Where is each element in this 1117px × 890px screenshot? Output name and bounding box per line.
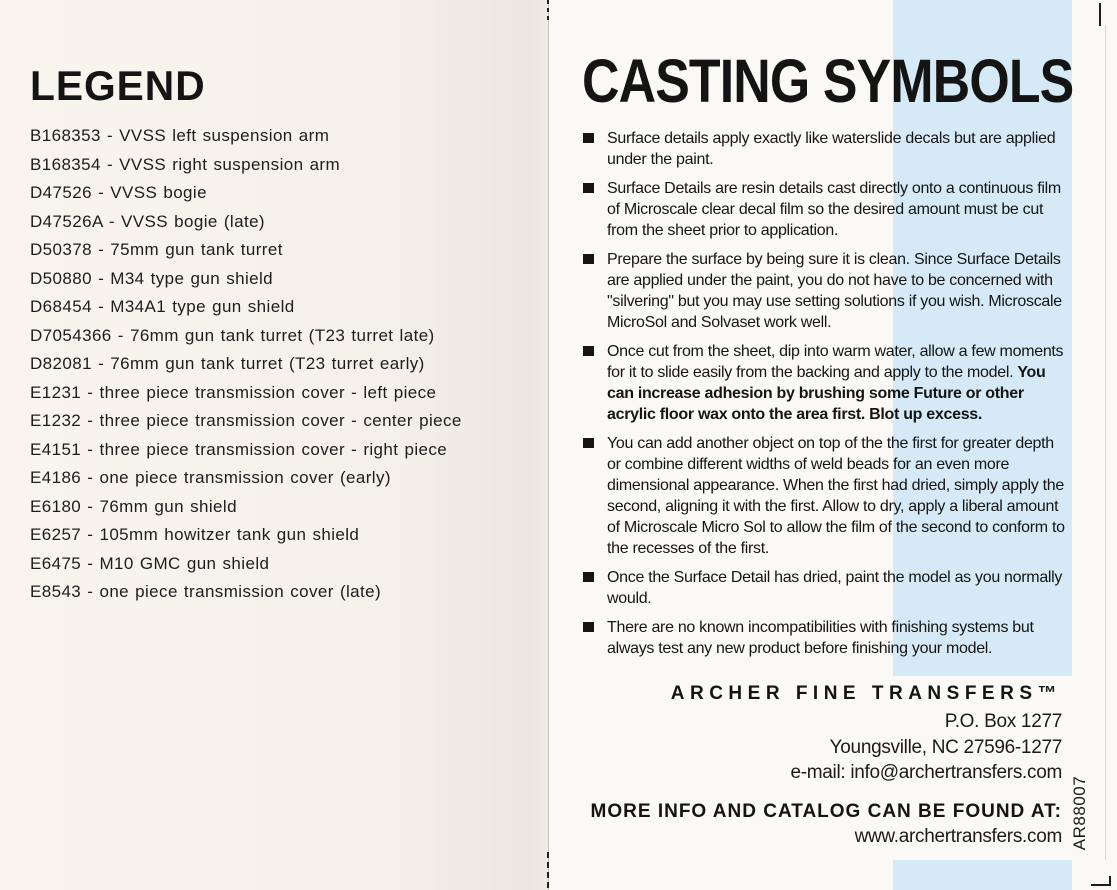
square-bullet-icon [583, 183, 594, 193]
square-bullet-icon [583, 346, 594, 356]
instruction-item [583, 617, 1070, 659]
legend-entry: E1231 - three piece transmission cover - left piece [30, 382, 437, 402]
instruction-text: There are no known incompatibilities with finishing systems but always test any new product before finishing your model. [607, 619, 1034, 657]
legend-entry: D68454 - M34A1 type gun shield [30, 297, 295, 316]
product-code-vertical: AR88007 [1070, 775, 1089, 851]
instruction-text: You can add another object on top of the the first for greater depth or combine different widths of weld beads for an even more dimensional appearance. When the first had dried, simply apply the second, aligning it with the first. Allow to dry, apply a liberal amount of Microscale Micro Sol to allow the film of the second to conform to the recesses of the first. [607, 435, 1065, 557]
legend-entry: E6257 - 105mm howitzer tank gun shield [30, 525, 360, 544]
footer-block [591, 801, 1062, 848]
legend-list [30, 122, 530, 607]
company-email: e-mail: info@archertransfers.com [790, 762, 1062, 783]
instruction-text: Prepare the surface by being sure it is clean. Since Surface Details are applied under the paint, you do not have to be concerned with "silvering" but you may use setting solutions if you wish. Microscale MicroSol and Solvaset work well. [607, 251, 1062, 331]
instruction-text: Surface Details are resin details cast directly onto a continuous film of Microscale clear decal film so the desired amount must be cut from the sheet prior to application. [607, 180, 1061, 239]
registration-mark-top [1099, 3, 1101, 26]
instruction-item [583, 341, 1070, 425]
square-bullet-icon [583, 572, 594, 582]
legend-entry: D47526 - VVSS bogie [30, 183, 207, 202]
legend-entry: B168354 - VVSS right suspension arm [30, 154, 341, 174]
corner-mark-bottom-right [1091, 884, 1111, 886]
website-url: www.archertransfers.com [854, 826, 1062, 847]
square-bullet-icon [583, 254, 594, 264]
legend-entry: E6475 - M10 GMC gun shield [30, 553, 270, 573]
instruction-item [583, 178, 1070, 241]
instruction-item [583, 128, 1070, 170]
fold-dashes-bottom [547, 852, 549, 890]
instruction-item [583, 249, 1070, 333]
square-bullet-icon [583, 438, 594, 448]
legend-entry: E4186 - one piece transmission cover (early) [30, 468, 391, 487]
instruction-item [583, 567, 1070, 609]
square-bullet-icon [583, 133, 594, 143]
legend-entry: E1232 - three piece transmission cover - center piece [30, 411, 462, 430]
legend-entry: B168353 - VVSS left suspension arm [30, 126, 330, 145]
corner-mark-bottom-right-stub [1109, 876, 1111, 886]
instruction-text: Surface details apply exactly like waterslide decals but are applied under the paint. [607, 130, 1056, 168]
company-name: ARCHER FINE TRANSFERS™ [670, 683, 1062, 704]
company-address-city: Youngsville, NC 27596-1277 [829, 736, 1062, 758]
page-fold-line [548, 0, 549, 890]
company-block [671, 683, 1062, 786]
legend-entry: D50378 - 75mm gun tank turret [30, 240, 283, 259]
instruction-item [583, 433, 1070, 559]
more-info-label: MORE INFO AND CATALOG CAN BE FOUND AT: [590, 801, 1062, 822]
legend-entry: D47526A - VVSS bogie (late) [30, 211, 265, 231]
page-edge-line [1105, 25, 1106, 860]
instructions-list [583, 128, 1070, 667]
legend-title: LEGEND [30, 62, 206, 109]
legend-entry: E8543 - one piece transmission cover (late) [30, 582, 382, 601]
square-bullet-icon [583, 622, 594, 632]
legend-entry: E4151 - three piece transmission cover - right piece [30, 439, 448, 459]
legend-entry: D50880 - M34 type gun shield [30, 268, 274, 288]
fold-dots-top [547, 0, 549, 24]
company-address-po-box: P.O. Box 1277 [944, 711, 1062, 732]
instruction-text: Once cut from the sheet, dip into warm water, allow a few moments for it to slide easily from the backing and apply to the model. You can increase adhesion by brushing some Future or other acrylic floor wax onto the area first. Blot up excess. [607, 343, 1064, 423]
legend-entry: D7054366 - 76mm gun tank turret (T23 turret late) [30, 325, 435, 345]
legend-entry: E6180 - 76mm gun shield [30, 496, 237, 516]
blue-accent-band-bottom [893, 860, 1072, 890]
legend-entry: D82081 - 76mm gun tank turret (T23 turret early) [30, 354, 425, 373]
casting-symbols-title: CASTING SYMBOLS [582, 47, 1074, 115]
instruction-text: Once the Surface Detail has dried, paint the model as you normally would. [607, 569, 1063, 607]
instruction-text-bold: You can increase adhesion by brushing some Future or other acrylic floor wax onto the area first. Blot up excess. [607, 364, 1046, 423]
